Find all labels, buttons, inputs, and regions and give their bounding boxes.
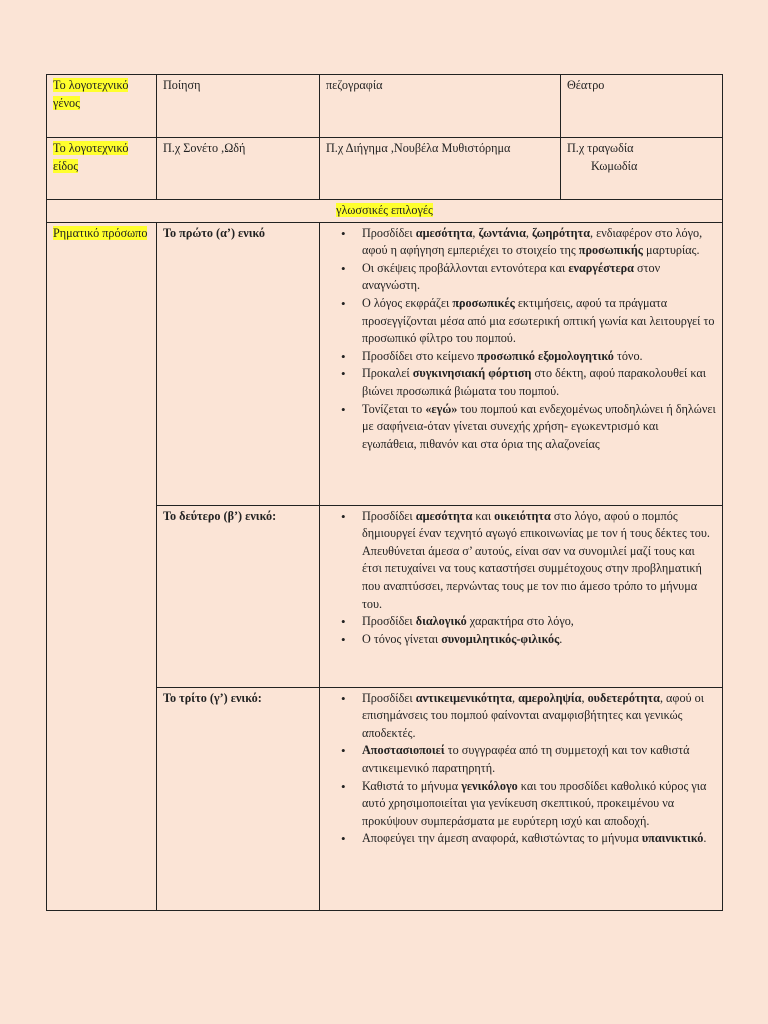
list-item <box>362 778 716 831</box>
table-row <box>47 75 723 138</box>
bold-text: αμεροληψία <box>518 690 582 705</box>
comedy-text: Κωμωδία <box>591 158 638 173</box>
section-header <box>47 200 723 223</box>
cell-prose-kinds: Π.χ Διήγημα ,Νουβέλα Μυθιστόρημα <box>320 138 561 200</box>
bold-text: υπαινικτικό <box>641 831 704 846</box>
bold-text: ζωηρότητα <box>531 225 591 240</box>
literary-genres-table <box>46 74 723 911</box>
bold-text: αμεσότητα <box>415 225 473 240</box>
list-item <box>362 295 716 348</box>
text-run: του πομπού και ενδεχομένως υποδηλώνει ή δηλώνει με σαφήνεια-όταν γίνεται συνεχής χρήση- εγωκεντρισμό και εγωπάθεια, πιθανόν και στα όρια της αλαζονείας <box>362 401 716 451</box>
cell-prose: πεζογραφία <box>320 75 561 138</box>
text-run: τόνο. <box>613 348 643 363</box>
text-run: . <box>559 631 563 646</box>
bold-text: προσωπικές <box>452 295 515 310</box>
text-run: Προκαλεί <box>362 366 413 381</box>
text-run: στο λόγο, αφού ο πομπός δημιουργεί έναν τεχνητό αγωγό επικοινωνίας με τον ή τους δέκτες του. Απευθύνεται άμεσα σ’ αυτούς, είναι σαν να συνομιλεί μαζί τους και έτσι πετυχαίνει να τους καταστήσει συμμέτοχους στην προβληματική που αναπτύσσει, περνώντας τους με τον πιο άμεσο τρόπο το μήνυμα του. <box>362 508 710 611</box>
genre-label-text: Το λογοτεχνικό γένος <box>53 78 129 110</box>
kind-label-text: Το λογοτεχνικό είδος <box>53 141 129 173</box>
list-item <box>362 508 716 614</box>
bold-text: εναργέστερα <box>568 260 634 275</box>
text-run: . <box>703 831 707 846</box>
bold-text: γενικόλογο <box>461 778 518 793</box>
text-run: Οι σκέψεις προβάλλονται εντονότερα και <box>362 260 569 275</box>
text-run: Προσδίδει στο κείμενο <box>362 348 478 363</box>
text-run: Προσδίδει <box>362 225 416 240</box>
tragedy-text: Π.χ τραγωδία <box>567 141 634 155</box>
bold-text: οικειότητα <box>494 508 551 523</box>
bold-text: προσωπικό εξομολογητικό <box>477 348 614 363</box>
first-person-notes <box>320 222 723 505</box>
text-run: Καθιστά το μήνυμα <box>362 778 462 793</box>
row-label-kind <box>47 138 157 200</box>
third-person-title: Το τρίτο (γ’) ενικό: <box>157 687 320 910</box>
cell-poetry: Ποίηση <box>157 75 320 138</box>
list-item <box>362 365 716 400</box>
text-run: και του προσδίδει καθολικό κύρος για αυτό χρησιμοποιείται για γενίκευση σκεπτικού, προκειμένου να προκύψουν συμπεράσματα με ευρύτερη ισχύ και αποδοχή. <box>362 778 707 828</box>
text-run: , <box>472 225 479 240</box>
text-run: Προσδίδει <box>362 508 416 523</box>
text-run: Αποφεύγει την άμεση αναφορά, καθιστώντας το μήνυμα <box>362 831 642 846</box>
list-item <box>362 690 716 743</box>
text-run: Ο λόγος εκφράζει <box>362 295 453 310</box>
bold-text: Αποστασιοποιεί <box>362 743 445 758</box>
text-run: στον αναγνώστη. <box>362 260 661 293</box>
row-label-genre <box>47 75 157 138</box>
text-run: Προσδίδει <box>362 690 416 705</box>
list-item <box>362 830 716 848</box>
table-row <box>47 200 723 223</box>
bold-text: αμεσότητα <box>415 508 473 523</box>
text-run: χαρακτήρα στο λόγο, <box>466 614 574 629</box>
bold-text: προσωπικής <box>578 243 643 258</box>
section-header-text: γλωσσικές επιλογές <box>336 203 433 217</box>
list-item <box>362 401 716 454</box>
second-person-title: Το δεύτερο (β’) ενικό: <box>157 505 320 687</box>
text-run: , <box>525 225 532 240</box>
bold-text: ουδετερότητα <box>587 690 660 705</box>
text-run: , <box>581 690 588 705</box>
list-item <box>362 260 716 295</box>
bold-text: ζωντάνια <box>478 225 526 240</box>
text-run: το συγγραφέα από τη συμμετοχή και τον καθιστά αντικειμενικό παρατηρητή. <box>362 743 690 775</box>
cell-poetry-kinds: Π.χ Σονέτο ,Ωδή <box>157 138 320 200</box>
text-run: , αφού οι επισημάνσεις του πομπού φαίνονται αναμφισβήτητες και γενικώς αποδεκτές. <box>362 690 704 740</box>
bold-text: «εγώ» <box>425 401 458 416</box>
list-item <box>362 348 716 366</box>
group-label-cell <box>47 222 157 910</box>
list-item <box>362 225 716 260</box>
third-person-notes <box>320 687 723 910</box>
first-person-title: Το πρώτο (α’) ενικό <box>157 222 320 505</box>
text-run: στο δέκτη, αφού παρακολουθεί και βιώνει προσωπικά βιώματα του πομπού. <box>362 366 707 398</box>
table-row <box>47 138 723 200</box>
cell-theatre-kinds <box>561 138 723 200</box>
text-run: , <box>511 690 519 705</box>
text-run: εκτιμήσεις, αφού τα πράγματα προσεγγίζονται μέσα από μια εσωτερική οπτική γωνία και λειτουργεί το προσωπικό φίλτρο του πομπού. <box>362 295 715 346</box>
text-run: Τονίζεται το <box>362 401 426 416</box>
group-label-text: Ρηματικό πρόσωπο <box>53 225 148 240</box>
bold-text: διαλογικό <box>415 614 467 629</box>
text-run: Προσδίδει <box>362 614 416 629</box>
list-item <box>362 742 716 777</box>
table-row <box>47 222 723 505</box>
text-run: και <box>472 508 495 523</box>
bold-text: συνομιλητικός-φιλικός <box>441 631 560 646</box>
bold-text: αντικειμενικότητα <box>415 690 512 705</box>
text-run: μαρτυρίας. <box>642 243 700 258</box>
text-run: Ο τόνος γίνεται <box>362 631 442 646</box>
list-item <box>362 631 716 649</box>
bold-text: συγκινησιακή φόρτιση <box>412 366 532 381</box>
text-run: , ενδιαφέρον στο λόγο, αφού η αφήγηση εμπεριέχει το στοιχείο της <box>362 225 703 258</box>
list-item <box>362 613 716 631</box>
cell-theatre: Θέατρο <box>561 75 723 138</box>
second-person-notes <box>320 505 723 687</box>
